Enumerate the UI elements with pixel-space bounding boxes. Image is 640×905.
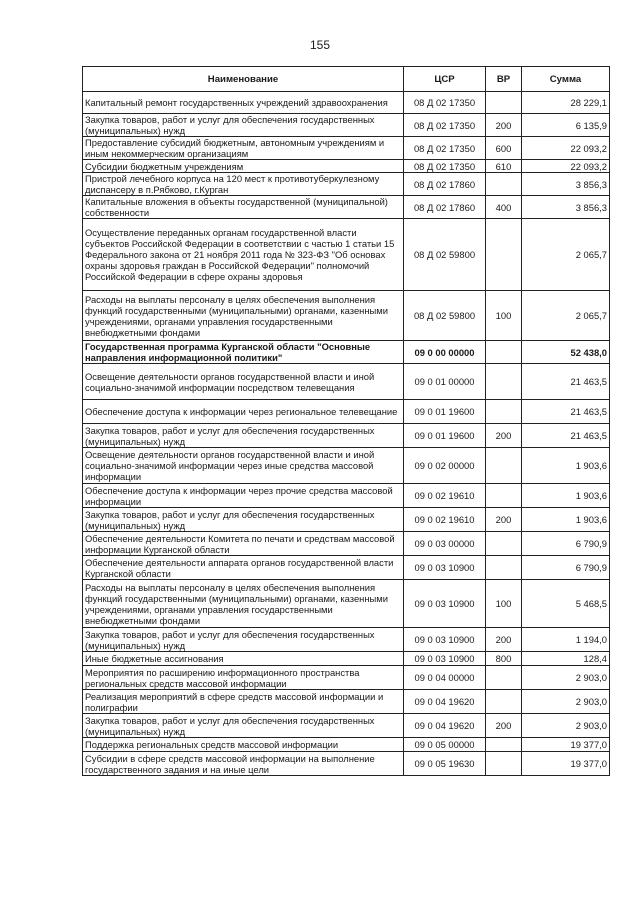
row-sum-cell: 5 468,5 [522,580,610,628]
row-csr-cell: 09 0 04 00000 [404,666,486,690]
row-name-cell: Закупка товаров, работ и услуг для обеспечения государственных (муниципальных) нужд [83,714,404,738]
row-sum-cell: 2 903,0 [522,714,610,738]
row-sum-cell: 21 463,5 [522,424,610,448]
row-name-cell: Освещение деятельности органов государственной власти и иной социально-значимой информации через иные средства массовой информации [83,448,404,484]
row-vr-cell: 600 [486,137,522,160]
table-row [83,714,610,738]
row-csr-cell: 09 0 03 10900 [404,652,486,666]
table-row [83,580,610,628]
table-row [83,400,610,424]
row-vr-cell [486,666,522,690]
row-vr-cell: 200 [486,714,522,738]
row-name-cell: Субсидии бюджетным учреждениям [83,160,404,173]
table-header-row [83,67,610,92]
header-sum: Сумма [522,67,610,92]
row-sum-cell: 28 229,1 [522,92,610,114]
row-sum-cell: 21 463,5 [522,364,610,400]
row-vr-cell [486,364,522,400]
row-name-cell: Реализация мероприятий в сфере средств массовой информации и полиграфии [83,690,404,714]
table-row [83,652,610,666]
row-csr-cell: 09 0 02 19610 [404,484,486,508]
table-row [83,424,610,448]
row-name-cell: Капитальный ремонт государственных учреждений здравоохранения [83,92,404,114]
table-row [83,114,610,137]
row-vr-cell [486,752,522,776]
row-vr-cell: 100 [486,291,522,341]
row-sum-cell: 6 135,9 [522,114,610,137]
row-vr-cell [486,448,522,484]
row-sum-cell: 2 065,7 [522,291,610,341]
row-sum-cell: 3 856,3 [522,196,610,219]
header-name: Наименование [83,67,404,92]
row-csr-cell: 09 0 01 19600 [404,400,486,424]
row-name-cell: Иные бюджетные ассигнования [83,652,404,666]
row-csr-cell: 09 0 01 00000 [404,364,486,400]
row-sum-cell: 1 903,6 [522,508,610,532]
row-vr-cell [486,556,522,580]
row-vr-cell [486,219,522,291]
table-row [83,196,610,219]
table-row [83,137,610,160]
row-name-cell: Расходы на выплаты персоналу в целях обеспечения выполнения функций государственными (муниципальными) органами, казенными учреждениями, органами управления государственными внебюджетными фондами [83,291,404,341]
row-name-cell: Предоставление субсидий бюджетным, автономным учреждениям и иным некоммерческим организациям [83,137,404,160]
row-sum-cell: 2 903,0 [522,666,610,690]
row-csr-cell: 09 0 01 19600 [404,424,486,448]
row-csr-cell: 09 0 04 19620 [404,690,486,714]
row-vr-cell [486,738,522,752]
header-vr: ВР [486,67,522,92]
row-csr-cell: 08 Д 02 17350 [404,137,486,160]
row-vr-cell: 100 [486,580,522,628]
table-row [83,364,610,400]
row-name-cell: Мероприятия по расширению информационного пространства региональных средств массовой информации [83,666,404,690]
row-name-cell: Осуществление переданных органам государственной власти субъектов Российской Федерации в соответствии с частью 1 статьи 15 Федерального закона от 21 ноября 2011 года № 323-ФЗ "Об основах охраны здоровья граждан в Российской Федерации" полномочий Российской Федерации в сфере охраны здоровья [83,219,404,291]
row-vr-cell [486,484,522,508]
table-row [83,628,610,652]
row-csr-cell: 09 0 03 10900 [404,628,486,652]
row-name-cell: Пристрой лечебного корпуса на 120 мест к противотуберкулезному диспансеру в п.Рябково, г.Курган [83,173,404,196]
row-sum-cell: 1 194,0 [522,628,610,652]
row-vr-cell [486,690,522,714]
row-vr-cell [486,92,522,114]
row-csr-cell: 09 0 03 10900 [404,556,486,580]
row-sum-cell: 6 790,9 [522,556,610,580]
row-name-cell: Расходы на выплаты персоналу в целях обеспечения выполнения функций государственными (муниципальными) органами, казенными учреждениями, органами управления государственными внебюджетными фондами [83,580,404,628]
table-row [83,556,610,580]
table-row [83,448,610,484]
row-sum-cell: 6 790,9 [522,532,610,556]
row-name-cell: Государственная программа Курганской области "Основные направления информационной политики" [83,341,404,364]
table-row [83,666,610,690]
row-sum-cell: 128,4 [522,652,610,666]
row-csr-cell: 08 Д 02 59800 [404,219,486,291]
row-name-cell: Закупка товаров, работ и услуг для обеспечения государственных (муниципальных) нужд [83,114,404,137]
table-row [83,341,610,364]
row-sum-cell: 21 463,5 [522,400,610,424]
header-csr: ЦСР [404,67,486,92]
row-name-cell: Поддержка региональных средств массовой информации [83,738,404,752]
row-sum-cell: 2 903,0 [522,690,610,714]
row-vr-cell: 200 [486,114,522,137]
table-row [83,219,610,291]
row-csr-cell: 09 0 04 19620 [404,714,486,738]
table-row [83,508,610,532]
row-name-cell: Обеспечение деятельности Комитета по печати и средствам массовой информации Курганской области [83,532,404,556]
row-sum-cell: 19 377,0 [522,752,610,776]
table-row [83,160,610,173]
table-body [83,92,610,776]
row-csr-cell: 08 Д 02 59800 [404,291,486,341]
row-name-cell: Обеспечение доступа к информации через региональное телевещание [83,400,404,424]
table-row [83,738,610,752]
row-sum-cell: 52 438,0 [522,341,610,364]
row-vr-cell: 610 [486,160,522,173]
table-row [83,690,610,714]
row-vr-cell: 200 [486,424,522,448]
row-vr-cell: 800 [486,652,522,666]
row-vr-cell [486,532,522,556]
row-name-cell: Капитальные вложения в объекты государственной (муниципальной) собственности [83,196,404,219]
row-sum-cell: 3 856,3 [522,173,610,196]
page-number: 155 [309,38,331,52]
row-sum-cell: 22 093,2 [522,137,610,160]
row-csr-cell: 08 Д 02 17350 [404,114,486,137]
row-name-cell: Закупка товаров, работ и услуг для обеспечения государственных (муниципальных) нужд [83,628,404,652]
row-name-cell: Закупка товаров, работ и услуг для обеспечения государственных (муниципальных) нужд [83,424,404,448]
row-sum-cell: 19 377,0 [522,738,610,752]
row-csr-cell: 09 0 03 00000 [404,532,486,556]
row-sum-cell: 1 903,6 [522,484,610,508]
table-row [83,532,610,556]
row-name-cell: Закупка товаров, работ и услуг для обеспечения государственных (муниципальных) нужд [83,508,404,532]
table-row [83,752,610,776]
row-csr-cell: 09 0 03 10900 [404,580,486,628]
row-csr-cell: 09 0 05 19630 [404,752,486,776]
row-name-cell: Обеспечение деятельности аппарата органов государственной власти Курганской области [83,556,404,580]
row-vr-cell [486,400,522,424]
row-vr-cell [486,341,522,364]
table-row [83,291,610,341]
budget-table [82,66,610,776]
row-name-cell: Обеспечение доступа к информации через прочие средства массовой информации [83,484,404,508]
row-csr-cell: 09 0 05 00000 [404,738,486,752]
table-row [83,92,610,114]
row-csr-cell: 09 0 00 00000 [404,341,486,364]
row-vr-cell [486,173,522,196]
row-name-cell: Субсидии в сфере средств массовой информации на выполнение государственного задания и на иные цели [83,752,404,776]
row-name-cell: Освещение деятельности органов государственной власти и иной социально-значимой информации посредством телевещания [83,364,404,400]
row-csr-cell: 08 Д 02 17350 [404,160,486,173]
row-vr-cell: 400 [486,196,522,219]
row-csr-cell: 08 Д 02 17860 [404,173,486,196]
table-row [83,173,610,196]
table-row [83,484,610,508]
row-csr-cell: 08 Д 02 17350 [404,92,486,114]
row-csr-cell: 09 0 02 19610 [404,508,486,532]
row-vr-cell: 200 [486,628,522,652]
row-csr-cell: 08 Д 02 17860 [404,196,486,219]
row-vr-cell: 200 [486,508,522,532]
row-sum-cell: 1 903,6 [522,448,610,484]
row-csr-cell: 09 0 02 00000 [404,448,486,484]
row-sum-cell: 2 065,7 [522,219,610,291]
row-sum-cell: 22 093,2 [522,160,610,173]
